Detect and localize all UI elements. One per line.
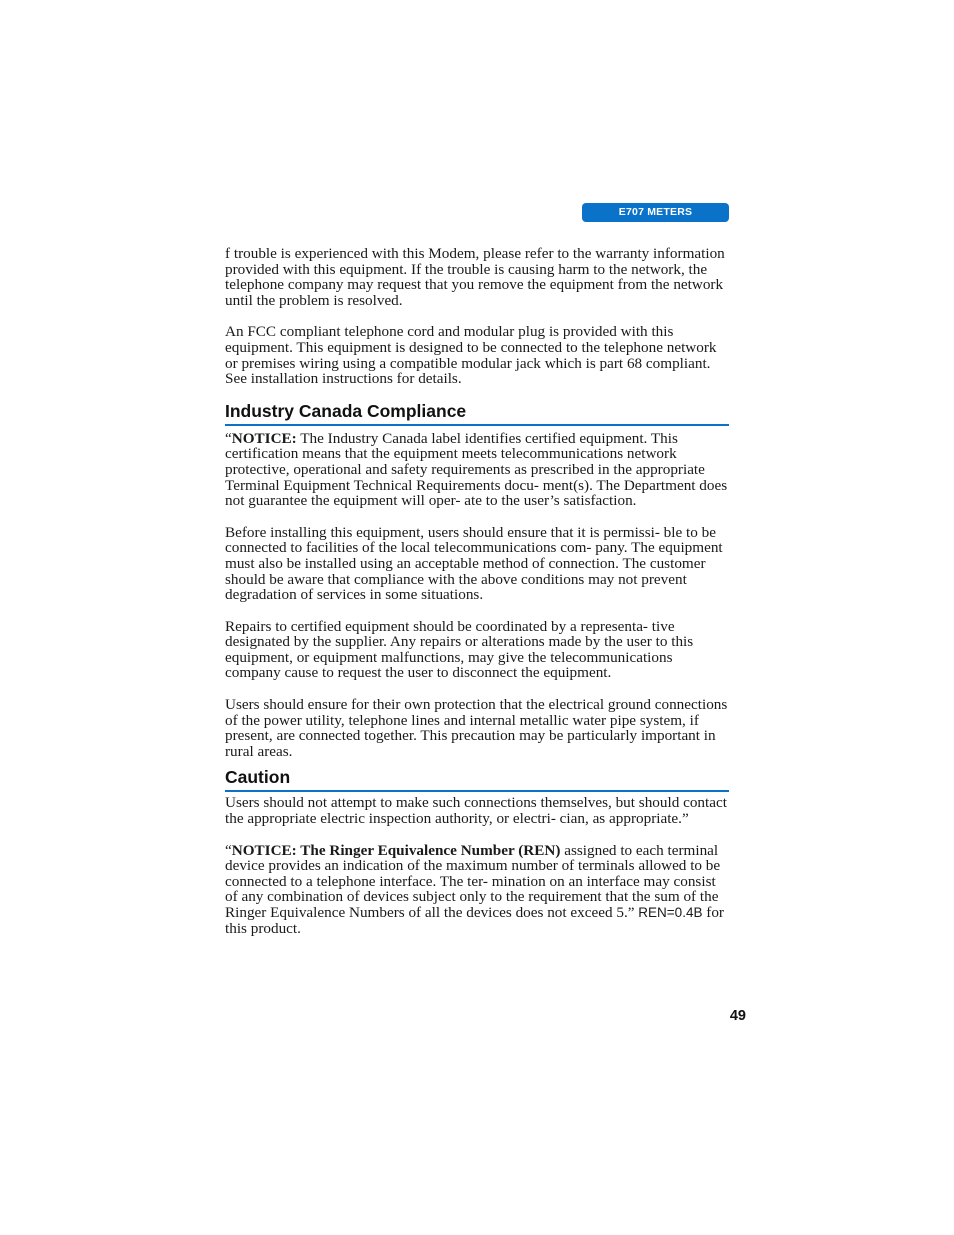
- paragraph-caution: Users should not attempt to make such connections themselves, but should contact the appropriate electric inspection authority, or electri- cian, as appropriate.”: [225, 794, 727, 828]
- ren-value: REN=0.4B: [638, 905, 703, 920]
- paragraph-repairs: Repairs to certified equipment should be coordinated by a representa- tive designated by the supplier. Any repairs or alterations made by the user to this equipment, or equipment malfunctions, may give the telecommunications company cause to request the user to disconnect the equipment.: [225, 617, 694, 682]
- paragraph-before-installing: Before installing this equipment, users should ensure that it is permissi- ble to be connected to facilities of the local telecommunications com- pany. The equipment must also be installed using an acceptable method of connection. The customer should be aware that compliance with the above conditions may not prevent degradation of services in some situations.: [225, 523, 723, 604]
- notice-label: NOTICE:: [231, 429, 297, 447]
- notice-ren-tail: for this product.: [225, 904, 724, 937]
- spacer: [225, 509, 729, 525]
- spacer: [225, 308, 729, 324]
- paragraph-fcc-cord: An FCC compliant telephone cord and modular plug is provided with this equipment. This equipment is designed to be connected to the telephone network or premises wiring using a compatible modular jack which is part 68 compliant. See installation instructions for details.: [225, 323, 717, 388]
- notice-text: The Industry Canada label identifies certified equipment. This certification means that the equipment meets telecommunications network protective, operational and safety requirements as prescribed in the appropriate Terminal Equipment Technical Requirements docu- ment(s). The Department does not guarantee the equipment will oper- ate to the user’s satisfaction.: [225, 429, 728, 510]
- paragraph-notice-ren: [225, 843, 729, 937]
- page-body: [225, 246, 729, 936]
- heading-caution: Caution: [225, 767, 729, 792]
- spacer: [225, 681, 729, 697]
- section-badge: E707 METERS: [582, 203, 729, 222]
- heading-industry-canada: Industry Canada Compliance: [225, 401, 729, 426]
- spacer: [225, 603, 729, 619]
- page-number: 49: [729, 1008, 746, 1024]
- paragraph-ground-connections: Users should ensure for their own protection that the electrical ground connections of the power utility, telephone lines and internal metallic water pipe system, if present, are connected together. This precaution may be particularly important in rural areas.: [225, 696, 728, 760]
- paragraph-trouble: f trouble is experienced with this Modem, please refer to the warranty information provided with this equipment. If the trouble is causing harm to the network, the telephone company may request that you remove the equipment from the network until the problem is resolved.: [225, 245, 725, 309]
- notice-ren-text: assigned to each terminal device provides an indication of the maximum number of terminals allowed to be connected to a telephone interface. The ter- mination on an interface may consist of any combination of devices subject only to the requirement that the sum of the Ringer Equivalence Numbers of all the devices does not exceed 5.”: [225, 841, 721, 921]
- notice-open-quote: “: [225, 429, 232, 447]
- notice-ren-label: NOTICE: The Ringer Equivalence Number (REN): [231, 841, 561, 859]
- spacer: [225, 827, 729, 843]
- paragraph-notice-industry: [225, 431, 729, 509]
- notice-open-quote: “: [225, 841, 232, 859]
